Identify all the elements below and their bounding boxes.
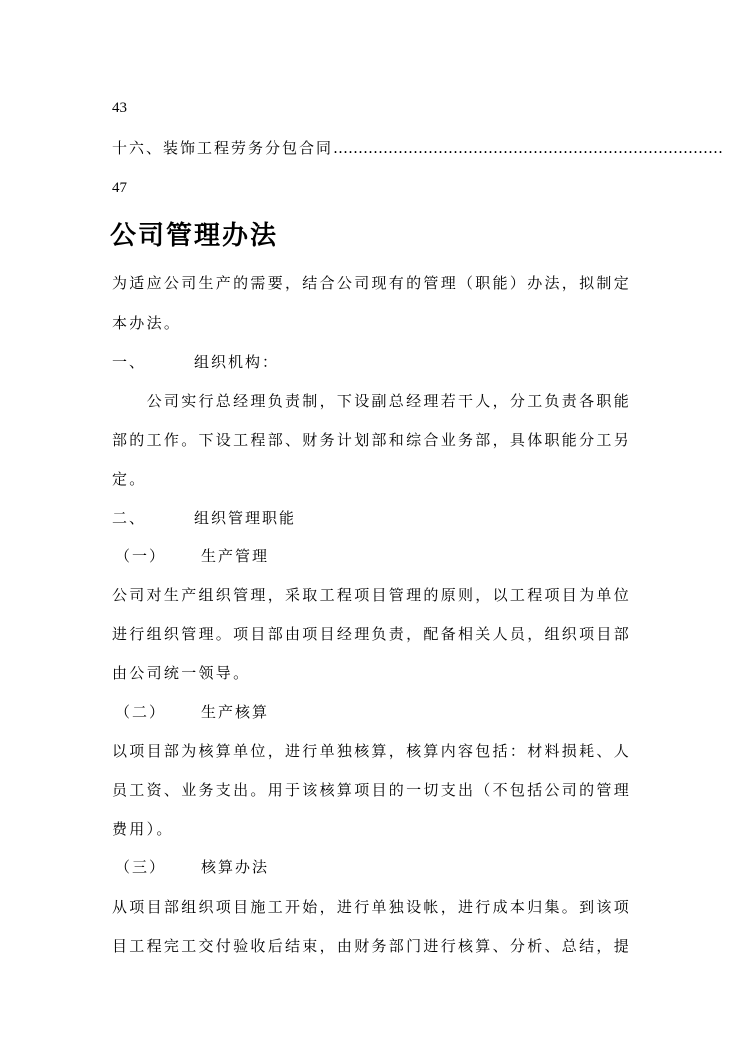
section-title: 组织机构： — [194, 353, 280, 371]
toc-entry-title: 装饰工程劳务分包合同 — [163, 139, 334, 157]
paragraph-line: 为适应公司生产的需要，结合公司现有的管理（职能）办法，拟制定 — [112, 274, 632, 292]
toc-entry-number: 十六、 — [112, 139, 164, 157]
paragraph-line: 公司对生产组织管理，采取工程项目管理的原则，以工程项目为单位 — [112, 586, 632, 604]
toc-page-number: 43 — [112, 100, 127, 116]
document-title: 公司管理办法 — [110, 221, 279, 251]
paragraph-line: 由公司统一领导。 — [112, 664, 251, 682]
subsection-title: 生产管理 — [201, 547, 270, 565]
subsection-number: （三） — [115, 858, 167, 876]
subsection-heading — [115, 546, 637, 566]
section-number: 一、 — [112, 353, 147, 371]
paragraph-line: 进行组织管理。项目部由项目经理负责，配备相关人员，组织项目部 — [112, 625, 632, 643]
section-heading — [112, 352, 634, 372]
subsection-heading — [115, 702, 637, 722]
paragraph-line: 目工程完工交付验收后结束，由财务部门进行核算、分析、总结，提 — [112, 937, 632, 955]
paragraph-line: 本办法。 — [112, 314, 182, 332]
paragraph-line: 费用）。 — [112, 820, 174, 838]
subsection-title: 核算办法 — [201, 858, 270, 876]
section-number: 二、 — [112, 509, 147, 527]
paragraph-line: 公司实行总经理负责制，下设副总经理若干人，分工负责各职能 — [112, 392, 632, 410]
toc-entry[interactable] — [112, 138, 724, 158]
paragraph-line: 以项目部为核算单位，进行单独核算，核算内容包括：材料损耗、人 — [112, 742, 632, 760]
paragraph-line: 部的工作。下设工程部、财务计划部和综合业务部，具体职能分工另 — [112, 431, 632, 449]
paragraph-line: 定。 — [112, 470, 147, 488]
subsection-heading — [115, 857, 637, 877]
subsection-title: 生产核算 — [201, 703, 270, 721]
toc-entry-page: 47 — [112, 180, 127, 196]
subsection-number: （一） — [115, 547, 167, 565]
section-heading — [112, 508, 634, 528]
section-title: 组织管理职能 — [194, 509, 297, 527]
toc-leader-dots: …………………………………………………………………… — [333, 139, 724, 157]
subsection-number: （二） — [115, 703, 167, 721]
paragraph-line: 员工资、业务支出。用于该核算项目的一切支出（不包括公司的管理 — [112, 781, 632, 799]
paragraph-line: 从项目部组织项目施工开始，进行单独设帐，进行成本归集。到该项 — [112, 898, 632, 916]
